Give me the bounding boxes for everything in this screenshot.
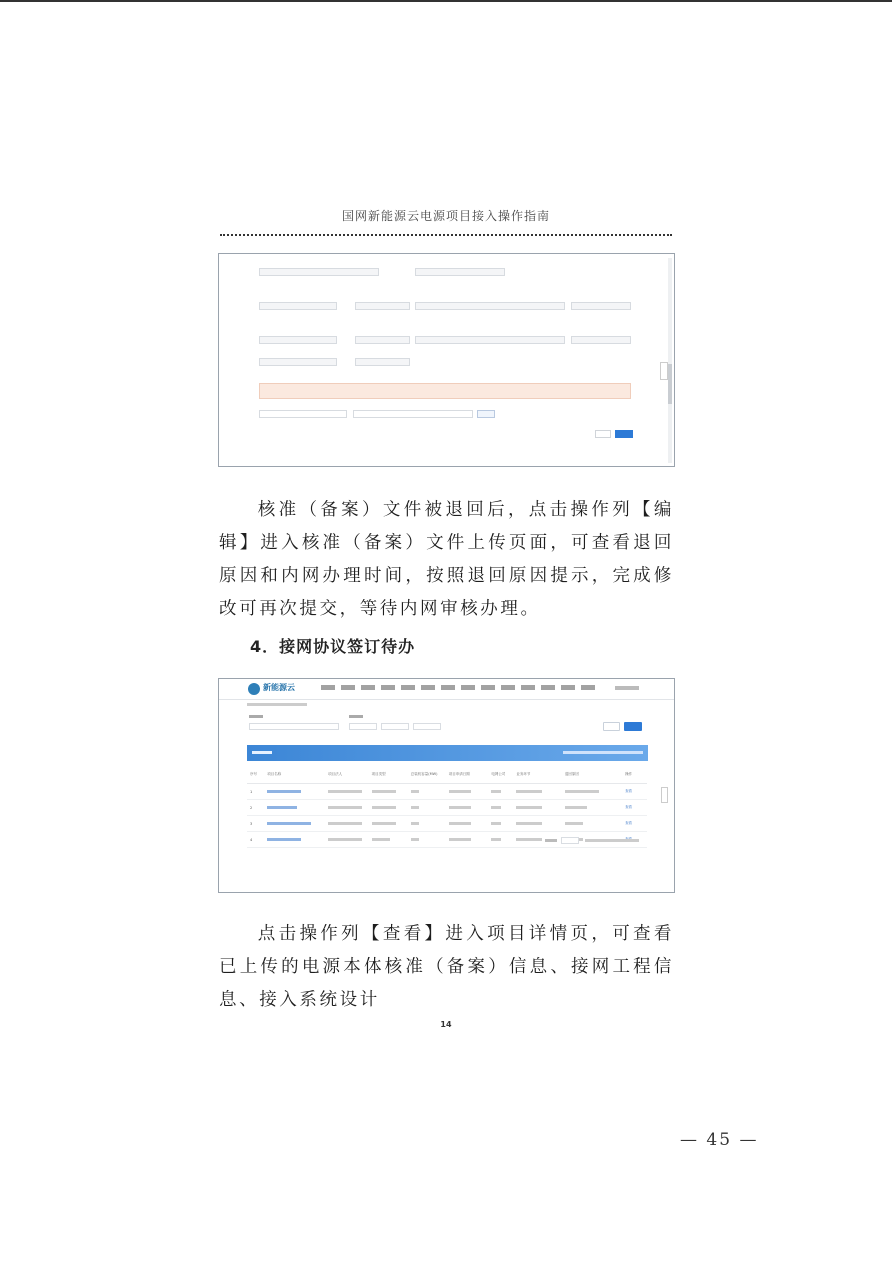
cell xyxy=(408,832,446,848)
top-border xyxy=(0,0,892,2)
form-field xyxy=(259,302,337,310)
paragraph-return-edit xyxy=(219,494,674,626)
form-field xyxy=(355,336,410,344)
cell xyxy=(446,800,489,816)
column-header: 总装机容量(MW) xyxy=(408,765,446,784)
view-action-link[interactable]: 查看 xyxy=(622,784,647,800)
form-field-link xyxy=(415,336,565,344)
nav-menu[interactable] xyxy=(321,685,601,690)
cell xyxy=(513,800,561,816)
inner-page-number: 14 xyxy=(440,1020,452,1029)
form-field-link xyxy=(415,302,565,310)
cell xyxy=(408,816,446,832)
cell xyxy=(488,832,513,848)
file-upload-field[interactable] xyxy=(353,410,473,418)
cell xyxy=(513,784,561,800)
form-field xyxy=(355,358,410,366)
cell xyxy=(369,816,408,832)
table-row xyxy=(247,800,647,816)
cell xyxy=(369,784,408,800)
column-header: 项目名称 xyxy=(264,765,325,784)
province-select[interactable] xyxy=(349,723,377,730)
column-header: 项目申请日期 xyxy=(446,765,489,784)
screenshot-approval-edit-form xyxy=(218,253,675,467)
cell xyxy=(488,784,513,800)
logo-text: 新能源云 xyxy=(263,683,295,692)
column-header: 业务环节 xyxy=(513,765,561,784)
form-field xyxy=(259,358,337,366)
column-header: 退回原因 xyxy=(562,765,622,784)
section-heading: 4．接网协议签订待办 xyxy=(250,637,416,656)
form-field xyxy=(259,336,337,344)
project-name-cell[interactable] xyxy=(264,816,325,832)
form-field xyxy=(571,302,631,310)
project-name-cell[interactable] xyxy=(264,800,325,816)
cell xyxy=(325,784,369,800)
column-header: 项目法人 xyxy=(325,765,369,784)
breadcrumb xyxy=(247,703,307,706)
project-name-cell[interactable] xyxy=(264,784,325,800)
row-number: 3 xyxy=(247,816,264,832)
pagination-total xyxy=(545,839,557,842)
form-field xyxy=(571,336,631,344)
project-name-input[interactable] xyxy=(249,723,339,730)
screenshot-grid-agreement-todo xyxy=(218,678,675,893)
row-number: 4 xyxy=(247,832,264,848)
cell xyxy=(446,784,489,800)
upload-button[interactable] xyxy=(477,410,495,418)
submit-button[interactable] xyxy=(615,430,633,438)
list-header-bar xyxy=(247,745,648,761)
side-handle[interactable] xyxy=(660,362,668,380)
column-header: 序号 xyxy=(247,765,264,784)
filter-label xyxy=(349,715,363,718)
running-header: 国网新能源云电源项目接入操作指南 xyxy=(341,209,550,223)
column-header: 项目类型 xyxy=(369,765,408,784)
page-footer-number: — 45 — xyxy=(680,1130,759,1150)
pagination-controls[interactable] xyxy=(585,839,639,842)
column-header: 电网公司 xyxy=(488,765,513,784)
paragraph-text: 核准（备案）文件被退回后，点击操作列【编辑】进入核准（备案）文件上传页面，可查看退回原因和内网办理时间，按照退回原因提示，完成修改可再次提交，等待内网审核办理。 xyxy=(219,500,674,619)
cell xyxy=(408,784,446,800)
cancel-button[interactable] xyxy=(595,430,611,438)
cell xyxy=(369,832,408,848)
scrollbar-thumb[interactable] xyxy=(668,364,672,404)
cell xyxy=(562,800,622,816)
return-reason-banner xyxy=(259,383,631,399)
cell xyxy=(562,784,622,800)
header-dotted-rule xyxy=(220,234,672,236)
page-size-select[interactable] xyxy=(561,837,579,844)
cell xyxy=(408,800,446,816)
query-button[interactable] xyxy=(624,722,642,731)
list-title xyxy=(252,751,272,754)
list-summary xyxy=(563,751,643,754)
cell xyxy=(562,816,622,832)
project-name-cell[interactable] xyxy=(264,832,325,848)
cell xyxy=(488,800,513,816)
paragraph-text: 点击操作列【查看】进入项目详情页，可查看已上传的电源本体核准（备案）信息、接网工程信息、接入系统设计 xyxy=(219,924,674,1010)
column-header: 操作 xyxy=(622,765,647,784)
city-select[interactable] xyxy=(381,723,409,730)
top-nav xyxy=(219,679,674,700)
row-number: 2 xyxy=(247,800,264,816)
cell xyxy=(446,832,489,848)
cell xyxy=(325,816,369,832)
form-field xyxy=(259,268,379,276)
logo-icon xyxy=(248,683,260,695)
scrollbar-track[interactable] xyxy=(668,258,672,463)
row-number: 1 xyxy=(247,784,264,800)
county-select[interactable] xyxy=(413,723,441,730)
form-field xyxy=(355,302,410,310)
cell xyxy=(513,816,561,832)
filter-label xyxy=(249,715,263,718)
cell xyxy=(325,800,369,816)
view-action-link[interactable]: 查看 xyxy=(622,816,647,832)
reset-button[interactable] xyxy=(603,722,620,731)
table-row xyxy=(247,816,647,832)
table-row xyxy=(247,784,647,800)
cell xyxy=(488,816,513,832)
cell xyxy=(446,816,489,832)
todo-table xyxy=(247,765,647,848)
table-header-row xyxy=(247,765,647,784)
side-handle[interactable] xyxy=(661,787,668,803)
view-action-link[interactable]: 查看 xyxy=(622,800,647,816)
date-input[interactable] xyxy=(259,410,347,418)
paragraph-view-detail xyxy=(219,918,674,1017)
cell xyxy=(325,832,369,848)
user-menu[interactable] xyxy=(615,686,639,690)
cell xyxy=(369,800,408,816)
form-field xyxy=(415,268,505,276)
